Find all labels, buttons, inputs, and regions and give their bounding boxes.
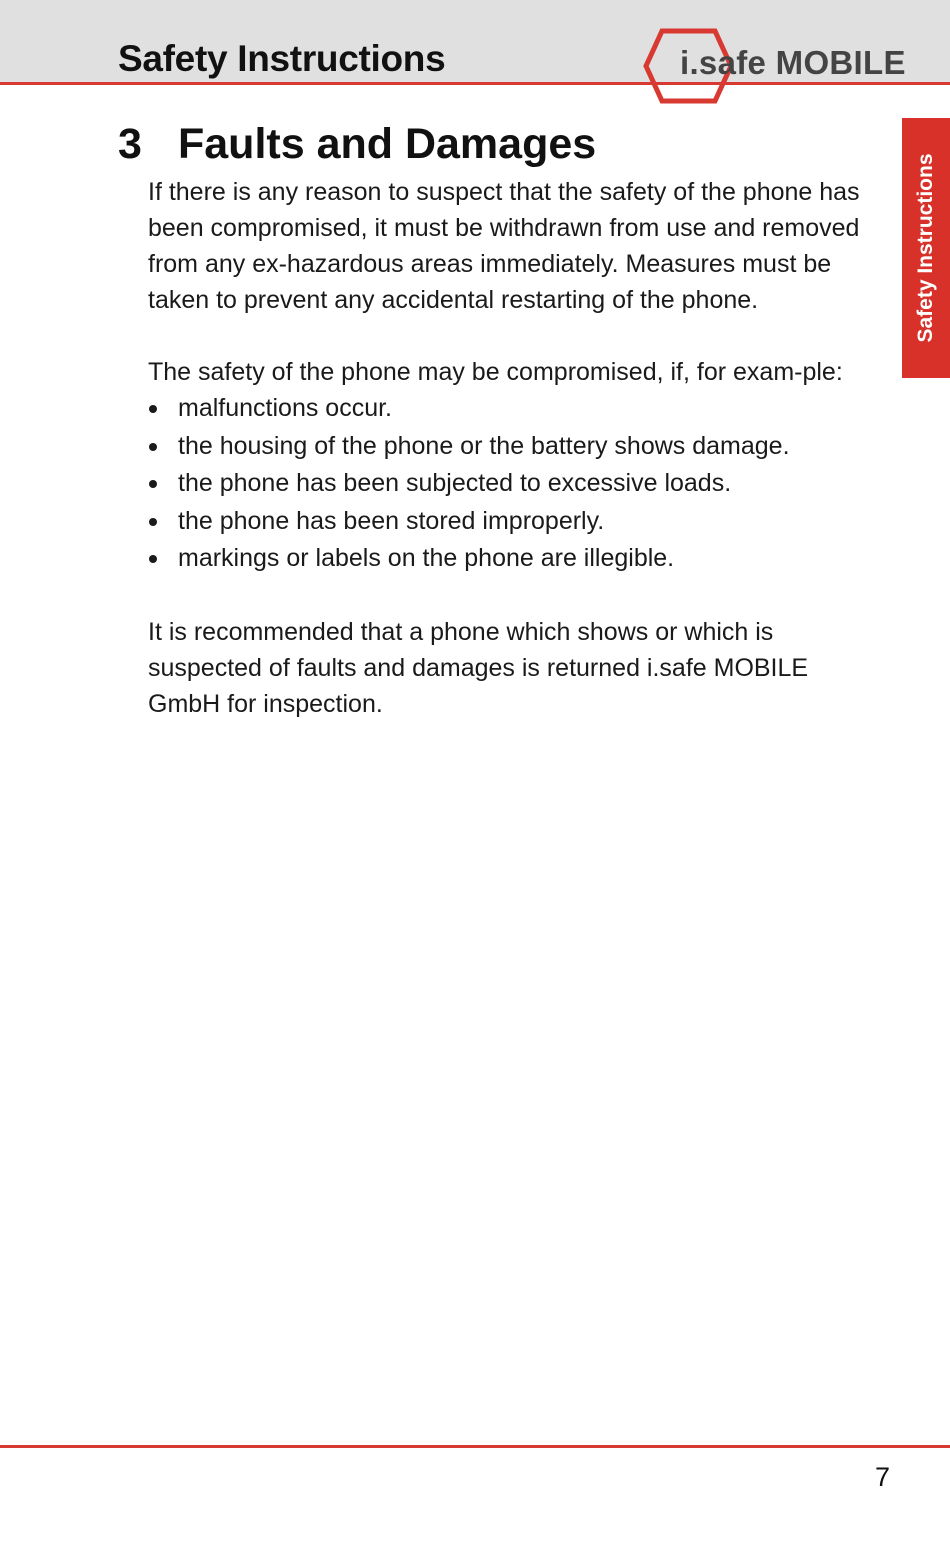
page-number: 7 — [874, 1462, 890, 1492]
section-body — [148, 174, 883, 722]
section-heading — [118, 120, 596, 169]
paragraph-withdrawal: If there is any reason to suspect that the safety of the phone has been compromised, it must be withdrawn from use and removed from any ex-hazardous areas immediately. Measures must be taken to prevent any accidental restarting of the phone. — [148, 178, 860, 314]
section-number: 3 — [118, 120, 142, 168]
examples-list — [148, 390, 883, 578]
list-item: malfunctions occur. — [148, 390, 883, 428]
paragraph-recommendation: It is recommended that a phone which shows or which is suspected of faults and damages is returned i.safe MOBILE GmbH for inspection. — [148, 617, 809, 718]
list-item: the phone has been subjected to excessive loads. — [148, 465, 883, 503]
list-item: markings or labels on the phone are illegible. — [148, 540, 883, 578]
side-chapter-tab — [902, 118, 950, 378]
side-tab-label: Safety Instructions — [914, 153, 937, 343]
section-title: Faults and Damages — [178, 120, 597, 168]
list-item: the phone has been stored improperly. — [148, 503, 883, 541]
brand-logo — [640, 28, 920, 104]
paragraph-examples-intro: The safety of the phone may be compromised, if, for exam-ple: — [148, 358, 843, 386]
logo-text: i.safe MOBILE — [680, 44, 906, 81]
running-header-title: Safety Instructions — [118, 38, 446, 79]
list-item: the housing of the phone or the battery shows damage. — [148, 428, 883, 466]
footer-divider — [0, 1445, 950, 1448]
